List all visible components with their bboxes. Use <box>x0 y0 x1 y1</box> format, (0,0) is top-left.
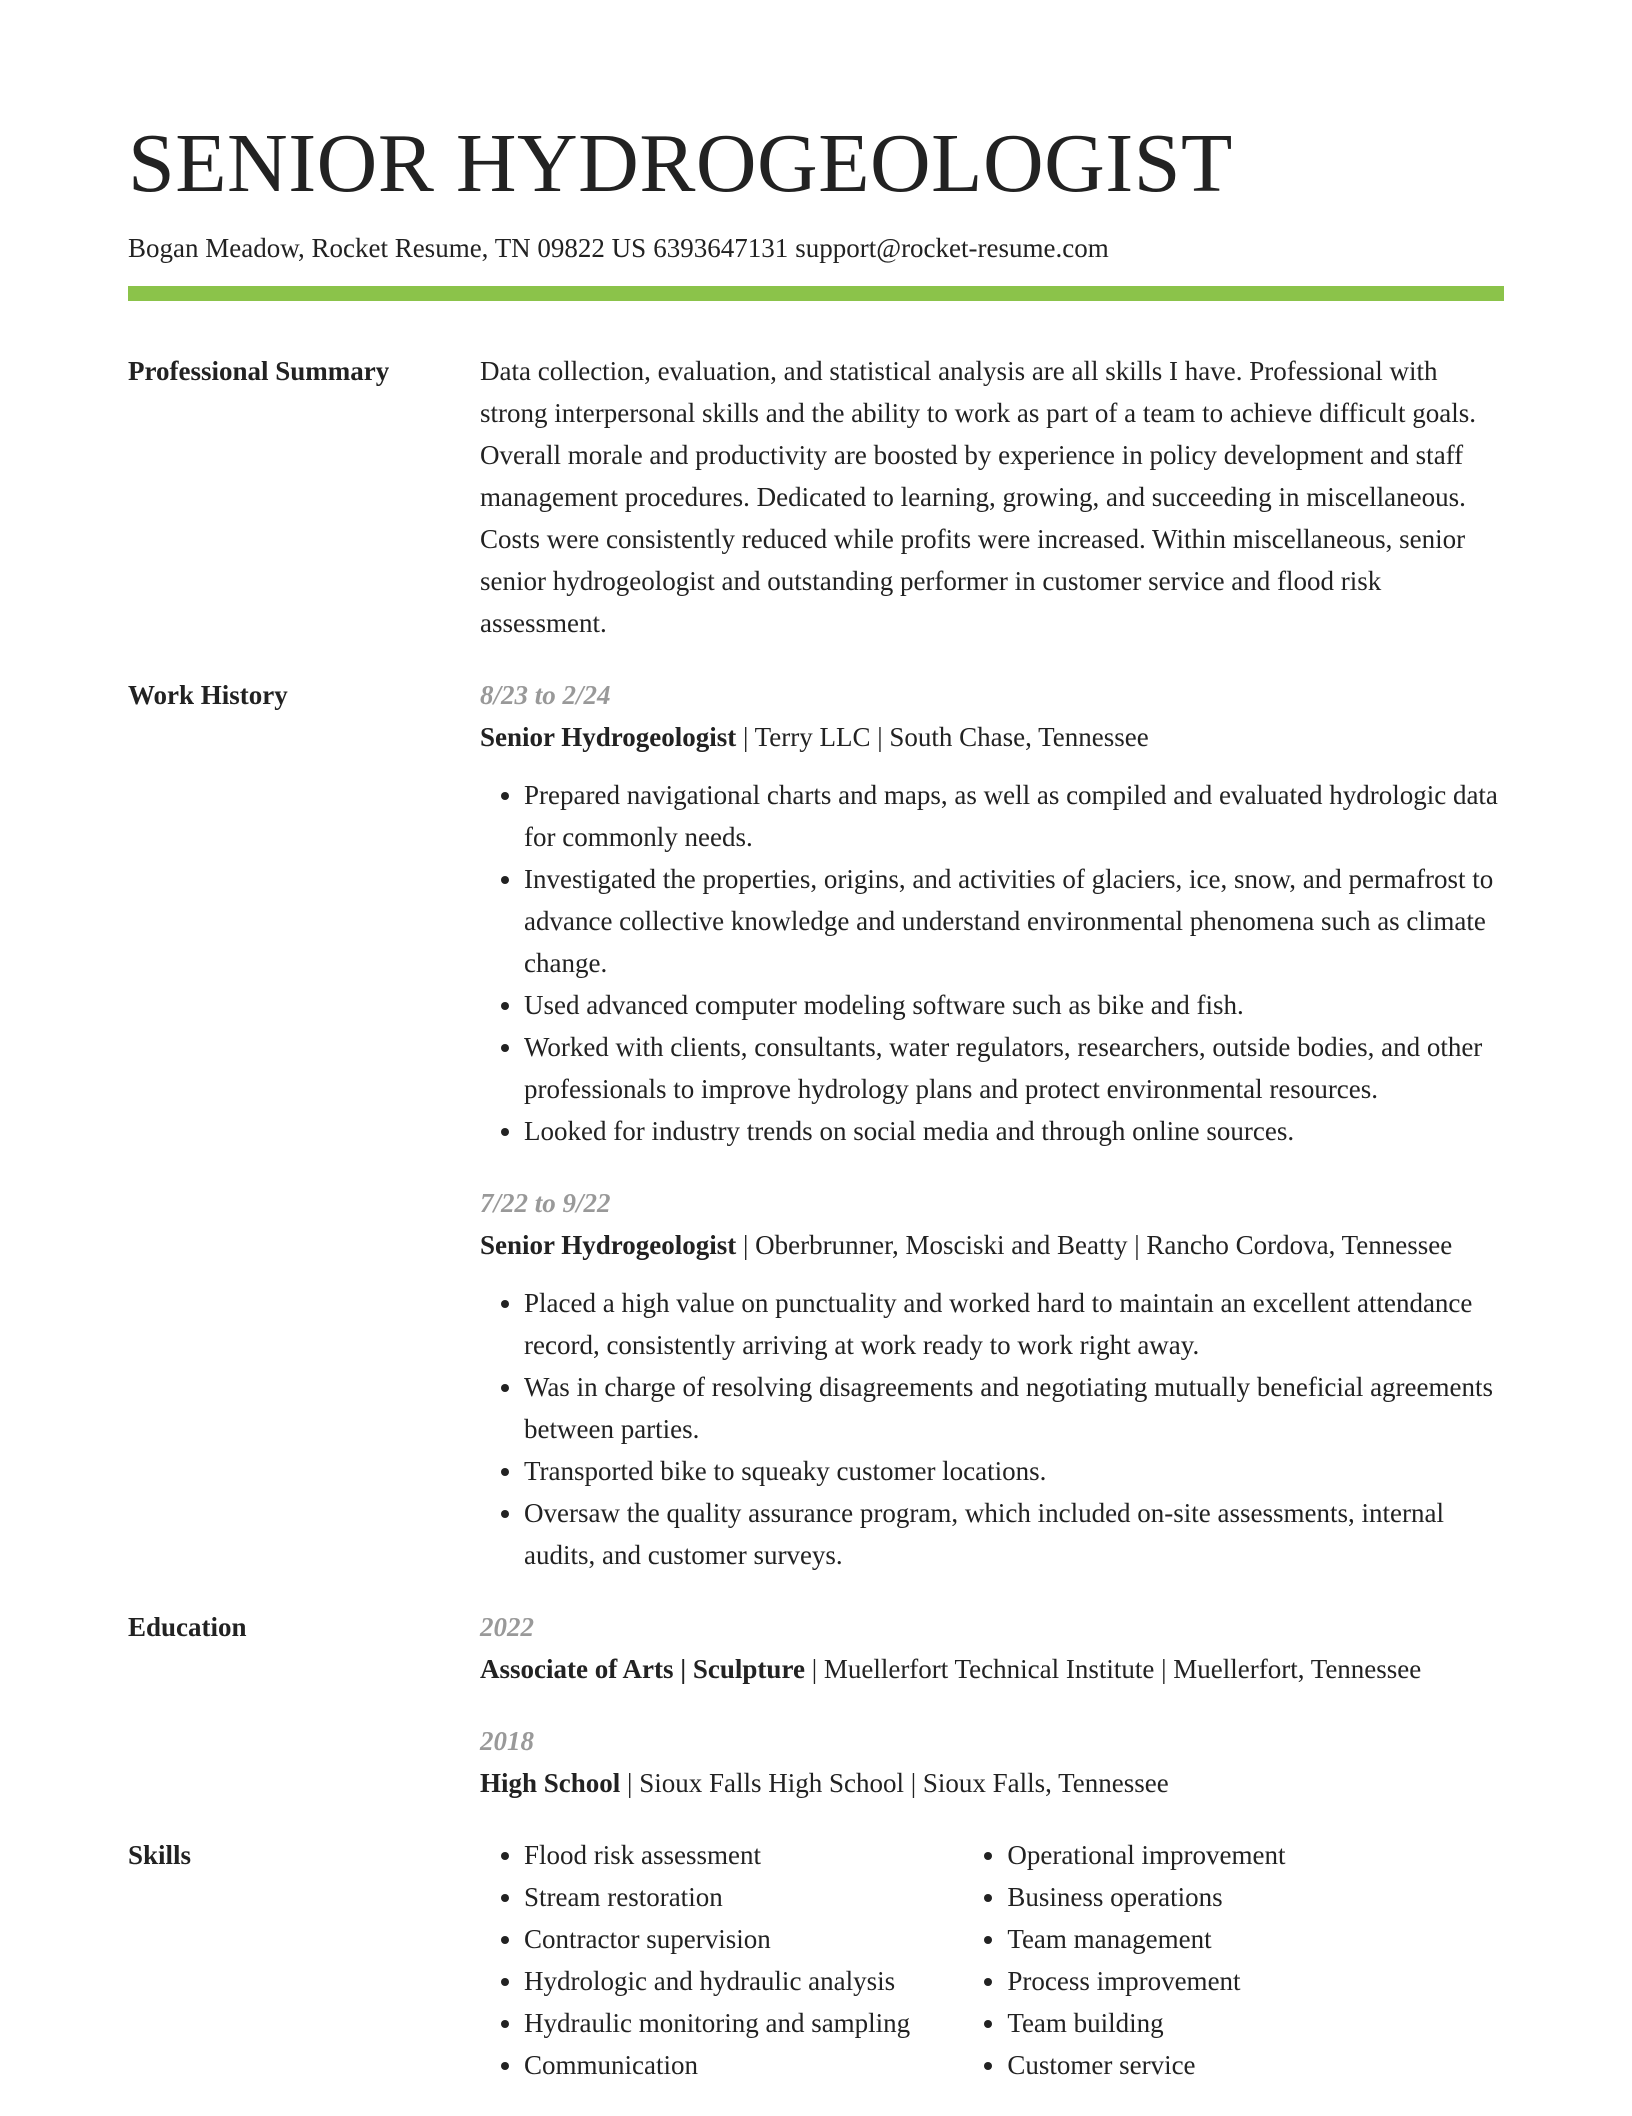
skill-item: • Flood risk assessment <box>524 1834 963 1876</box>
contact-line <box>128 230 1109 266</box>
phone: 6393647131 <box>653 233 789 263</box>
education-heading <box>480 1648 1504 1690</box>
education-heading <box>480 1762 1504 1804</box>
skills-section <box>128 1834 1504 2086</box>
section-title-skills: Skills <box>128 1840 192 1870</box>
skill-item: • Hydrologic and hydraulic analysis <box>524 1960 963 2002</box>
education-degree: Associate of Arts | Sculpture <box>480 1654 805 1684</box>
job-bullet: • Worked with clients, consultants, water regulators, researchers, outside bodies, and other professionals to improve hydrology plans and protect environmental resources. <box>524 1026 1504 1110</box>
education-details: | Sioux Falls High School | Sioux Falls, Tennessee <box>620 1768 1169 1798</box>
education-degree: High School <box>480 1768 621 1798</box>
work-history-section <box>128 674 1504 1576</box>
education-details: | Muellerfort Technical Institute | Muellerfort, Tennessee <box>804 1654 1422 1684</box>
job-bullet: • Used advanced computer modeling software such as bike and fish. <box>524 984 1504 1026</box>
summary-body <box>480 350 1504 644</box>
skill-item: • Process improvement <box>1007 1960 1504 2002</box>
skills-list-left <box>480 1834 963 2086</box>
job-dates: 7/22 to 9/22 <box>480 1188 611 1218</box>
job-bullet: • Prepared navigational charts and maps, as well as compiled and evaluated hydrologic data for commonly needs. <box>524 774 1504 858</box>
job-entry <box>480 1182 1504 1576</box>
job-bullet: • Looked for industry trends on social media and through online sources. <box>524 1110 1504 1152</box>
education-entry <box>480 1720 1504 1804</box>
skill-item: • Contractor supervision <box>524 1918 963 1960</box>
skills-body <box>480 1834 1504 2086</box>
section-title-summary: Professional Summary <box>128 356 390 386</box>
skill-item: • Team building <box>1007 2002 1504 2044</box>
email: support@rocket-resume.com <box>795 233 1109 263</box>
resume-sections <box>128 350 1504 2116</box>
job-details: | Terry LLC | South Chase, Tennessee <box>736 722 1149 752</box>
section-title-work-history: Work History <box>128 680 288 710</box>
skills-columns <box>480 1834 1504 2086</box>
job-bullet: • Placed a high value on punctuality and worked hard to maintain an excellent attendance record, consistently arriving at work ready to work right away. <box>524 1282 1504 1366</box>
skill-item: • Communication <box>524 2044 963 2086</box>
skill-item: • Stream restoration <box>524 1876 963 1918</box>
job-details: | Oberbrunner, Mosciski and Beatty | Rancho Cordova, Tennessee <box>736 1230 1453 1260</box>
skill-item: • Hydraulic monitoring and sampling <box>524 2002 963 2044</box>
header-divider <box>128 286 1504 301</box>
job-bullets <box>480 1282 1504 1576</box>
summary-section <box>128 350 1504 644</box>
job-entry <box>480 674 1504 1152</box>
job-bullet: • Oversaw the quality assurance program, which included on-site assessments, internal audits, and customer surveys. <box>524 1492 1504 1576</box>
skill-item: • Business operations <box>1007 1876 1504 1918</box>
summary-text: Data collection, evaluation, and statistical analysis are all skills I have. Professional with strong interpersonal skills and the ability to work as part of a team to achieve difficult goals. Overall morale and productivity are boosted by experience in policy development and staff management procedures. Dedicated to learning, growing, and succeeding in miscellaneous. Costs were consistently reduced while profits were increased. Within miscellaneous, senior senior hydrogeologist and outstanding performer in customer service and flood risk assessment. <box>480 356 1476 638</box>
job-position: Senior Hydrogeologist <box>480 722 737 752</box>
job-bullet: • Was in charge of resolving disagreements and negotiating mutually beneficial agreements between parties. <box>524 1366 1504 1450</box>
job-heading <box>480 716 1504 758</box>
job-heading <box>480 1224 1504 1266</box>
education-section <box>128 1606 1504 1804</box>
work-history-body <box>480 674 1504 1576</box>
skills-list-right <box>963 1834 1504 2086</box>
job-bullet: • Investigated the properties, origins, and activities of glaciers, ice, snow, and permafrost to advance collective knowledge and understand environmental phenomena such as climate change. <box>524 858 1504 984</box>
job-dates: 8/23 to 2/24 <box>480 680 611 710</box>
education-year: 2022 <box>480 1612 534 1642</box>
education-year: 2018 <box>480 1726 534 1756</box>
education-entry <box>480 1606 1504 1690</box>
address: Bogan Meadow, Rocket Resume, TN 09822 US <box>128 233 647 263</box>
job-bullet: • Transported bike to squeaky customer locations. <box>524 1450 1504 1492</box>
job-position: Senior Hydrogeologist <box>480 1230 737 1260</box>
education-body <box>480 1606 1504 1804</box>
job-bullets <box>480 774 1504 1152</box>
resume-title: SENIOR HYDROGEOLOGIST <box>128 117 1233 210</box>
skill-item: • Operational improvement <box>1007 1834 1504 1876</box>
skill-item: • Customer service <box>1007 2044 1504 2086</box>
section-title-education: Education <box>128 1612 247 1642</box>
skill-item: • Team management <box>1007 1918 1504 1960</box>
